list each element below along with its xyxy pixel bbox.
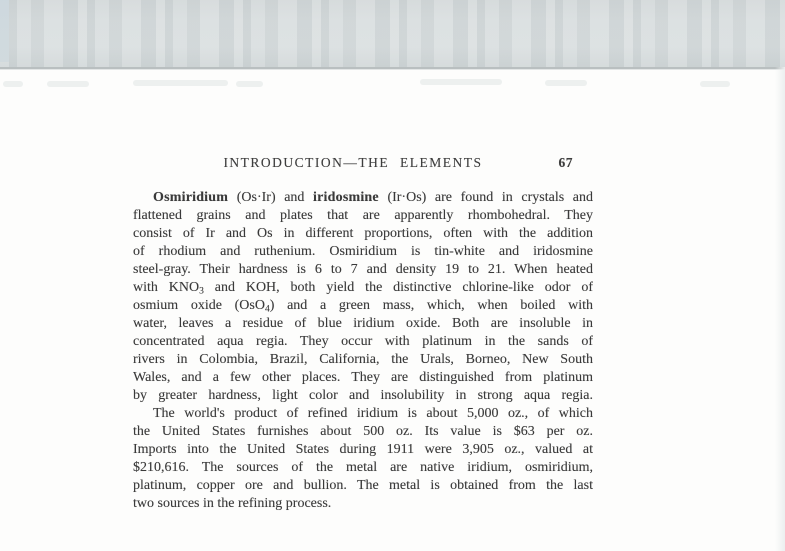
text-line: of rhodium and ruthenium. Osmiridium is tin-white and iridosmine: [133, 244, 593, 259]
text-segment: osmium oxide (OsO: [133, 298, 265, 313]
text-line: rivers in Colombia, Brazil, California, the Urals, Borneo, New South: [133, 352, 593, 367]
text-line: concentrated aqua regia. They occur with platinum in the sands of: [133, 334, 593, 349]
paragraph-osmiridium: [133, 189, 593, 405]
text-segment: (Ir·Os) are found in crystals and: [378, 190, 593, 205]
paragraph-iridium-production: [133, 405, 593, 513]
text-line: consist of Ir and Os in different proportions, often with the addition: [133, 226, 593, 241]
text-line: Wales, and a few other places. They are distinguished from platinum: [133, 370, 593, 385]
text-segment: ) and a green mass, which, when boiled with: [269, 298, 593, 313]
bold-term-osmiridium: Osmiridium: [153, 190, 229, 205]
text-line: flattened grains and plates that are apparently rhombohedral. They: [133, 208, 593, 223]
page-body-text: [133, 189, 593, 513]
text-segment: with KNO: [133, 280, 200, 295]
text-line: [133, 297, 593, 315]
book-page: [0, 67, 785, 551]
text-segment: (Os·Ir) and: [228, 190, 314, 205]
page-title: INTRODUCTION—THE ELEMENTS: [223, 155, 483, 170]
page-number: 67: [558, 155, 573, 170]
text-line: [133, 279, 593, 297]
text-line: steel-gray. Their hardness is 6 to 7 and density 19 to 21. When heated: [133, 262, 593, 277]
scan-edge-highlight: [0, 0, 9, 62]
page-header: [133, 155, 593, 173]
text-line: two sources in the refining process.: [133, 496, 332, 511]
subscript: 4: [264, 304, 270, 315]
scanned-page-top-edge: [0, 0, 785, 69]
bold-term-iridosmine: iridosmine: [313, 190, 379, 205]
text-line: the United States furnishes about 500 oz. Its value is $63 per oz.: [133, 424, 593, 439]
text-line: [133, 189, 593, 207]
text-line: Imports into the United States during 1911 were 3,905 oz., valued at: [133, 442, 593, 457]
text-line: water, leaves a residue of blue iridium oxide. Both are insoluble in: [133, 316, 593, 331]
subscript: 3: [199, 286, 204, 297]
text-line: $210,616. The sources of the metal are native iridium, osmiridium,: [133, 460, 593, 475]
text-segment: and KOH, both yield the distinctive chlorine-like odor of: [203, 280, 593, 295]
text-line: The world's product of refined iridium is about 5,000 oz., of which: [153, 406, 593, 421]
text-line: platinum, copper ore and bullion. The metal is obtained from the last: [133, 478, 593, 493]
text-line: by greater hardness, light color and insolubility in strong aqua regia.: [133, 388, 593, 403]
